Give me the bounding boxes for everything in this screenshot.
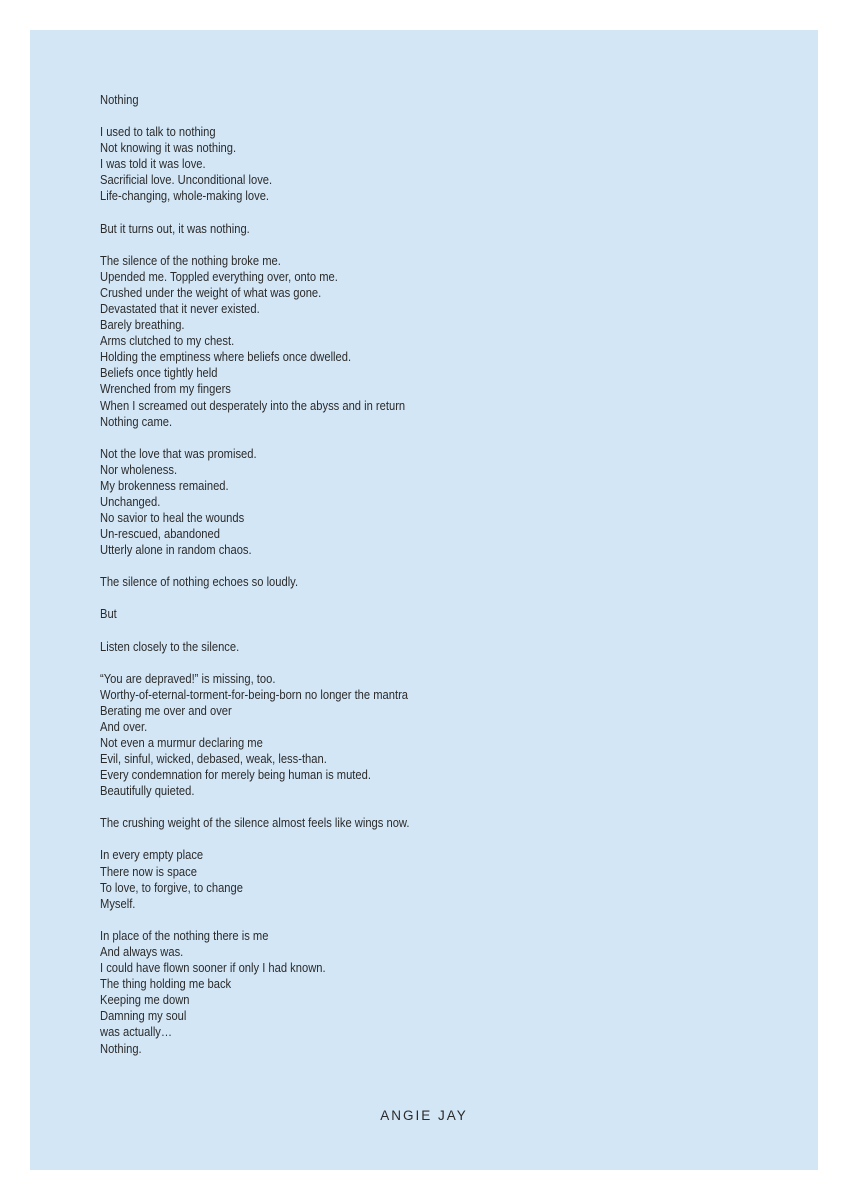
poem-line: The silence of the nothing broke me.: [100, 252, 281, 268]
poem-line: The thing holding me back: [100, 976, 232, 992]
poem-line: Upended me. Toppled everything over, onto me.: [100, 268, 338, 284]
poem-line: To love, to forgive, to change: [100, 879, 243, 895]
poem-line: The silence of nothing echoes so loudly.: [100, 574, 299, 590]
poem-line: “You are depraved!” is missing, too.: [100, 670, 276, 686]
poem-line: Evil, sinful, wicked, debased, weak, less-than.: [100, 751, 327, 767]
poem-line: Myself.: [100, 895, 136, 911]
poem-line: Not even a murmur declaring me: [100, 735, 263, 750]
poem-line: There now is space: [100, 863, 197, 879]
poem-line: And always was.: [100, 943, 184, 959]
poem-stanza: [100, 446, 685, 559]
poem-line: My brokenness remained.: [100, 477, 229, 493]
poem-title: Nothing: [100, 92, 139, 107]
poem-stanza: [100, 124, 685, 204]
poem-line: Berating me over and over: [100, 702, 232, 718]
poem-body: [100, 92, 685, 1073]
poem-stanza: [100, 639, 685, 655]
poem-line: Barely breathing.: [100, 317, 185, 333]
poem-line: When I screamed out desperately into the abyss and in return: [100, 397, 406, 413]
poem-line: Worthy-of-eternal-torment-for-being-born no longer the mantra: [100, 686, 409, 702]
poem-line: was actually…: [100, 1024, 173, 1040]
poem-line: Un-rescued, abandoned: [100, 526, 220, 542]
poem-line: Damning my soul: [100, 1008, 187, 1024]
poem-line: Listen closely to the silence.: [100, 638, 240, 654]
poem-stanza: [100, 847, 685, 911]
poem-line: No savior to heal the wounds: [100, 510, 245, 526]
poem-line: Unchanged.: [100, 493, 161, 509]
poem-line: I was told it was love.: [100, 156, 206, 172]
poem-line: Beliefs once tightly held: [100, 365, 218, 381]
poem-stanza: [100, 574, 685, 590]
poem-line: Life-changing, whole-making love.: [100, 188, 270, 204]
poem-line: Sacrificial love. Unconditional love.: [100, 172, 273, 188]
poem-stanza: [100, 815, 685, 831]
poem-line: In every empty place: [100, 847, 204, 863]
author-name: ANGIE JAY: [380, 1108, 468, 1123]
poem-line: I could have flown sooner if only I had known.: [100, 960, 326, 976]
poem-line: The crushing weight of the silence almost feels like wings now.: [100, 815, 410, 831]
poem-line: Utterly alone in random chaos.: [100, 542, 252, 558]
poem-line: Every condemnation for merely being human is muted.: [100, 767, 371, 783]
poem-line: Arms clutched to my chest.: [100, 333, 235, 349]
poem-line: Nothing.: [100, 1040, 142, 1056]
poem-line: Devastated that it never existed.: [100, 300, 260, 316]
poem-line: Nor wholeness.: [100, 461, 178, 477]
poem-line: Nothing came.: [100, 413, 173, 429]
poem-line: Beautifully quieted.: [100, 783, 195, 799]
poem-page: [30, 30, 818, 1170]
poem-stanza: [100, 221, 685, 237]
poem-stanzas: [100, 124, 685, 1057]
poem-line: Holding the emptiness where beliefs once dwelled.: [100, 349, 352, 365]
poem-stanza: [100, 606, 685, 622]
poem-line: Crushed under the weight of what was gone.: [100, 284, 322, 300]
poem-stanza: [100, 671, 685, 800]
poem-line: In place of the nothing there is me: [100, 927, 269, 943]
poem-stanza: [100, 253, 685, 430]
poem-line: But it turns out, it was nothing.: [100, 220, 250, 236]
poem-line: I used to talk to nothing: [100, 124, 216, 140]
poem-line: But: [100, 606, 117, 622]
poem-line: Wrenched from my fingers: [100, 381, 231, 397]
poem-line: Not the love that was promised.: [100, 445, 257, 461]
poem-line: And over.: [100, 718, 148, 734]
poem-stanza: [100, 928, 685, 1057]
poem-line: Not knowing it was nothing.: [100, 140, 237, 156]
poem-line: Keeping me down: [100, 992, 190, 1008]
